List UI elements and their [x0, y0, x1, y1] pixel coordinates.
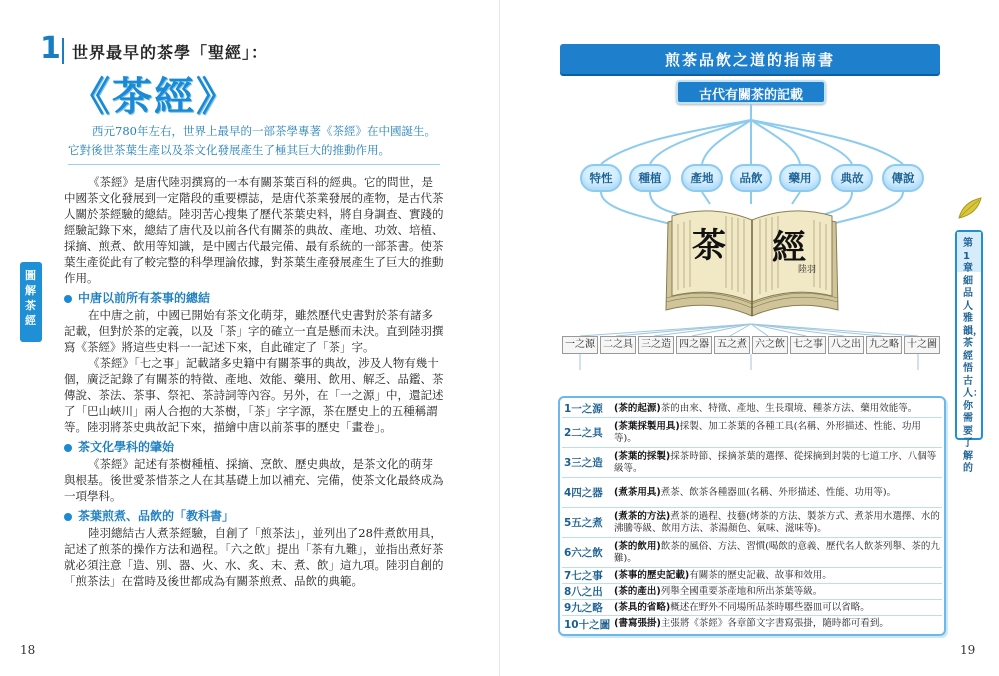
table-row-title: (茶葉採製用具): [614, 420, 680, 432]
table-row-desc: [610, 487, 942, 499]
table-row: [562, 584, 942, 600]
table-row-text: 列舉全國重要茶產地和所出茶葉等級。: [660, 585, 823, 597]
table-row-label: 5五之煮: [564, 517, 603, 529]
paragraph-1: 《茶經》是唐代陸羽撰寫的一本有關茶葉百科的經典。它的問世，是中國茶文化發展到一定階段的重要標誌，是唐代茶業發展的產物，是古代茶人關於茶經驗的總結。陸羽苦心搜集了歷代茶葉史料，將自身調查、實踐的經驗記錄下來，總結了唐代及以前各代有關茶的典故、產地、功效、培植、採摘、煎煮、飲用等知識，是中國古代最完備、最有系統的一部茶書。使茶葉生產從此有了較完整的科學理論依據，對茶葉生產發展產生了巨大的推動作用。: [64, 175, 444, 285]
subheading-1-text: 中唐以前所有茶事的總結: [78, 291, 211, 305]
chapter-cell: 二之具: [600, 336, 636, 354]
table-row-desc: [610, 511, 942, 535]
chapter-cell: 三之造: [638, 336, 674, 354]
paragraph-4: 《茶經》記述有茶樹種植、採摘、烹飲、歷史典故，是茶文化的萌芽與根基。後世愛茶惜茶之人在其基礎上加以補充、完備，使茶文化最終成為一項學科。: [64, 457, 444, 503]
section-number-divider: [62, 38, 64, 64]
intro-paragraph: 西元780年左右，世界上最早的一部茶學專著《茶經》在中國誕生。它對後世茶葉生產以及茶文化發展產生了極其巨大的推動作用。: [68, 122, 440, 165]
side-tab-right-text: 第1章 細品人雅韻，茶經悟古人：你需要了解的: [963, 238, 983, 474]
topic-pill: 藥用: [779, 164, 821, 192]
page-number-right: 19: [960, 643, 976, 657]
table-row-label: 6六之飲: [564, 547, 603, 559]
table-row-text: 採茶時節、採摘茶葉的選擇、從採摘到封裝的七道工序、八個等級等。: [614, 450, 937, 474]
subheading-1: [64, 289, 444, 307]
table-row-title: (茶葉的採製): [614, 450, 671, 462]
table-row-text: 飲茶的風俗、方法、習慣(喝飲的意義、歷代名人飲茶列舉、茶的九難)。: [614, 540, 940, 564]
table-row-text: 採製、加工茶葉的各種工具(名稱、外形描述、性能、功用等)。: [614, 420, 921, 444]
table-row: [562, 600, 942, 616]
chapter-cell: 十之圖: [904, 336, 940, 354]
chapter-cell: 九之略: [866, 336, 902, 354]
subheading-3-text: 茶葉煎煮、品飲的「教科書」: [78, 509, 235, 523]
table-row-label: 3三之造: [564, 457, 603, 469]
guide-title-bar: [560, 44, 940, 74]
chapter-row: [562, 336, 942, 354]
table-row: [562, 400, 942, 418]
topic-pill: 品飲: [730, 164, 772, 192]
table-row-title: (茶的飲用): [614, 540, 661, 552]
table-row: [562, 448, 942, 478]
chapter-cell: 五之煮: [714, 336, 750, 354]
book-title-char-2: 經: [772, 228, 806, 268]
table-row-desc: [610, 618, 942, 630]
table-row-title: (茶事的歷史記載): [614, 569, 690, 581]
table-row: [562, 478, 942, 508]
table-row-desc: [610, 451, 942, 475]
chapter-cell: 八之出: [828, 336, 864, 354]
subheading-2-text: 茶文化學科的肇始: [78, 440, 175, 454]
table-row-text: 煮茶的過程、技藝(烤茶的方法、製茶方式、煮茶用水選擇、水的沸騰等級、飲用方法、茶湯顏色、氣味、滋味等)。: [614, 510, 940, 534]
book-title-char-1: 茶: [692, 226, 726, 266]
table-row-text: 概述在野外不同場所品茶時哪些器皿可以省略。: [670, 601, 870, 613]
table-row-desc: [610, 586, 942, 598]
table-row-text: 主張將《茶經》各章節文字書寫張掛，隨時都可看到。: [660, 618, 889, 629]
table-row-text: 煮茶、飲茶各種器皿(名稱、外形描述、性能、功用等)。: [660, 486, 897, 498]
table-row-label: 10十之圖: [564, 618, 611, 631]
table-row-label: 8八之出: [564, 586, 603, 598]
table-row-title: (茶的產出): [614, 585, 661, 597]
book-icon: [662, 198, 842, 324]
table-row: [562, 508, 942, 538]
table-row-title: (煮茶用具): [614, 486, 661, 498]
body-text: [64, 174, 444, 589]
table-row-title: (茶具的省略): [614, 601, 671, 613]
table-row-desc: [610, 541, 942, 565]
right-page: [500, 0, 999, 676]
side-tab-left: [20, 262, 42, 342]
side-tab-right: [955, 230, 983, 474]
table-row: [562, 616, 942, 632]
page-title: 《茶經》: [70, 73, 238, 120]
chapter-cell: 七之事: [790, 336, 826, 354]
side-tab-left-text: 圖解茶經: [25, 269, 36, 327]
leaf-icon: [955, 194, 985, 224]
table-row: [562, 568, 942, 584]
bullet-dot-icon: [64, 295, 72, 303]
topic-pill: 特性: [580, 164, 622, 192]
table-row-label: 1一之源: [564, 403, 603, 415]
paragraph-5: 陸羽總結古人煮茶經驗，自創了「煎茶法」，並列出了28件煮飲用具，記述了煎茶的操作方法和過程。「六之飲」提出「茶有九難」，並指出煮好茶就必須注意「造、別、器、火、水、炙、末、煮、飲」這九項。陸羽自創的「煎茶法」在當時及後世都成為有關茶煎煮、品飲的典範。: [64, 526, 444, 588]
table-row: [562, 538, 942, 568]
record-label: 古代有關茶的記載: [698, 88, 803, 103]
chapter-cell: 四之器: [676, 336, 712, 354]
chapter-table: [558, 396, 946, 636]
paragraph-3: 《茶經》「七之事」記載諸多史籍中有關茶事的典故，涉及人物有幾十個，廣泛記錄了有關茶的特徵、產地、效能、藥用、飲用、解乏、品鑑、茶傳說、茶法、茶事、祭祀、茶詩詞等內容。另外，在「一之源」中，還記述了「巴山峽川」兩人合抱的大茶樹，「茶」字字源，茶在歷史上的五種稱謂等。陸羽將茶史典故記下來，描繪中唐以前茶事的歷史「畫卷」。: [64, 356, 444, 434]
section-number: 1: [40, 31, 61, 66]
table-row-desc: [610, 403, 942, 415]
guide-title: 煎茶品飲之道的指南書: [664, 51, 835, 69]
table-row-text: 有關茶的歷史記載、故事和效用。: [689, 569, 832, 581]
table-row-desc: [610, 602, 942, 614]
paragraph-2: 在中唐之前，中國已開始有茶文化萌芽，雖然歷代史書對於茶有諸多記載，但對於茶的定義，以及「茶」字的確立一直是懸而未決。直到陸羽撰寫《茶經》將這些史料一一記述下來，自此確定了「茶」字。: [64, 308, 444, 354]
topic-pill: 種植: [629, 164, 671, 192]
subheading-2: [64, 438, 444, 456]
subheading-3: [64, 507, 444, 525]
bullet-dot-icon: [64, 444, 72, 452]
table-row-label: 2二之具: [564, 427, 603, 439]
table-row-label: 4四之器: [564, 487, 603, 499]
topic-pill: 傳說: [882, 164, 924, 192]
section-heading: 世界最早的茶學「聖經」：: [72, 43, 269, 62]
table-row-title: (書寫張掛): [614, 618, 661, 629]
topic-pill: 產地: [681, 164, 723, 192]
table-row-text: 茶的由來、特徵、產地、生長環境、種茶方法、藥用效能等。: [660, 402, 918, 414]
table-row: [562, 418, 942, 448]
open-book-illustration: [662, 198, 842, 324]
chapter-cell: 一之源: [562, 336, 598, 354]
table-row-desc: [610, 421, 942, 445]
bullet-dot-icon: [64, 513, 72, 521]
table-row-title: (煮茶的方法): [614, 510, 671, 522]
table-row-label: 7七之事: [564, 570, 603, 582]
chapter-cell: 六之飲: [752, 336, 788, 354]
book-author: 陸羽: [798, 265, 817, 275]
table-row-title: (茶的起源): [614, 402, 661, 414]
page-number-left: 18: [20, 643, 36, 657]
topic-pill: 典故: [831, 164, 873, 192]
table-row-desc: [610, 570, 942, 582]
table-row-label: 9九之略: [564, 602, 603, 614]
